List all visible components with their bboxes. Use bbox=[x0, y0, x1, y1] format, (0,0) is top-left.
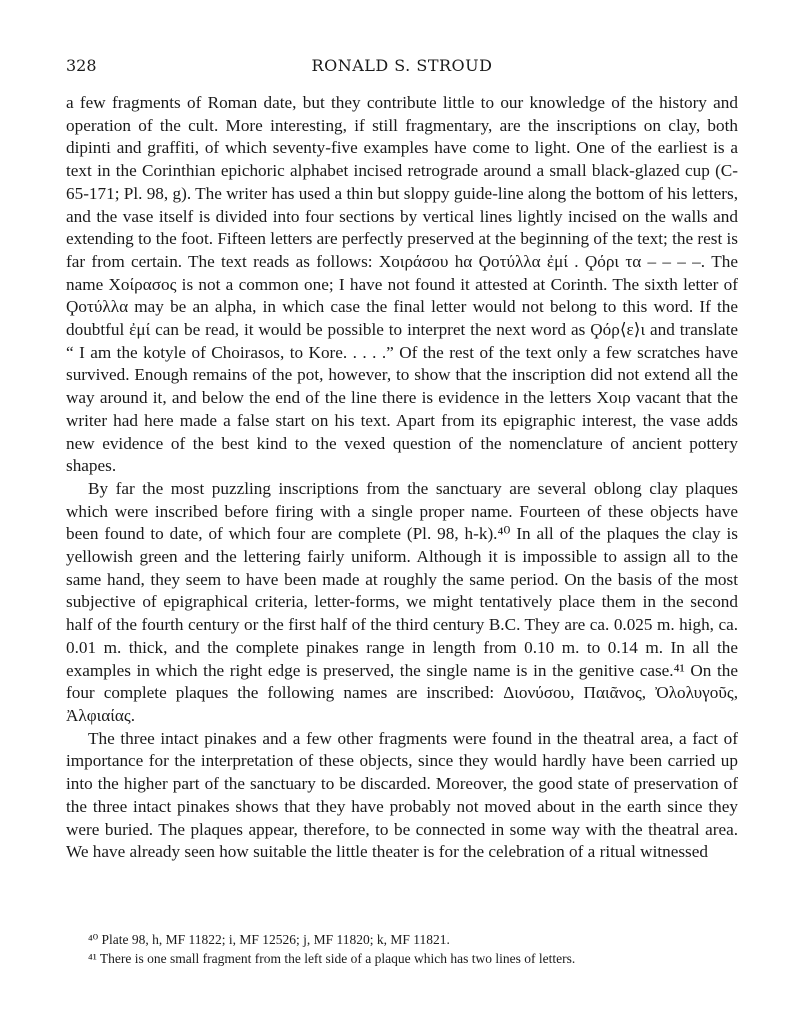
page-header bbox=[66, 56, 738, 80]
running-head: RONALD S. STROUD bbox=[311, 56, 493, 75]
footnotes bbox=[66, 930, 738, 968]
body-text bbox=[66, 92, 738, 864]
paragraph-3: The three intact pinakes and a few other fragments were found in the theatral area, a fact of importance for the interpretation of these objects, since they would hardly have been carried up into the higher part of the sanctuary to be discarded. Moreover, the good state of preservation of the three intact pinakes shows that they have probably not moved about in the earth since they were buried. The plaques appear, therefore, to be connected in some way with the theatral area. We have already seen how suitable the little theater is for the celebration of a ritual witnessed bbox=[66, 728, 738, 862]
paragraph-2: By far the most puzzling inscriptions from the sanctuary are several oblong clay plaques which were inscribed before firing with a single proper name. Fourteen of these objects have been found to date, of which four are complete (Pl. 98, h-k).⁴⁰ In all of the plaques the clay is yellowish green and the lettering fairly uniform. Although it is impossible to assign all to the same hand, they seem to have been made at roughly the same period. On the basis of the most subjective of epigraphical criteria, letter-forms, we might tentatively place them in the second half of the fourth century or the first half of the third century B.C. They are ca. 0.025 m. high, ca. 0.01 m. thick, and the complete pinakes range in length from 0.10 m. to 0.14 m. In all the examples in which the right edge is preserved, the single name is in the genitive case.⁴¹ On the four complete plaques the following names are inscribed: Διονύσου, Παιᾶνος, Ὀλολυγοῦς, Ἀλφιαίας. bbox=[66, 478, 738, 725]
footnote-41: ⁴¹ There is one small fragment from the left side of a plaque which has two lines of letters. bbox=[88, 951, 576, 966]
page-number: 328 bbox=[66, 56, 97, 75]
footnote-40: ⁴⁰ Plate 98, h, MF 11822; i, MF 12526; j, MF 11820; k, MF 11821. bbox=[88, 932, 450, 947]
paragraph-1: a few fragments of Roman date, but they contribute little to our knowledge of the history and operation of the cult. More interesting, if still fragmentary, are the inscriptions on clay, both dipinti and graffiti, of which seventy-five examples have come to light. One of the earliest is a text in the Corinthian epichoric alphabet incised retrograde around a small black-glazed cup (C-65-171; Pl. 98, g). The writer has used a thin but sloppy guide-line along the bottom of his letters, and the vase itself is divided into four sections by vertical lines lightly incised on the walls and extending to the foot. Fifteen letters are perfectly preserved at the beginning of the text; the rest is far from certain. The text reads as follows: Χοιράσου hα Ϙοτύλλα ἐμί . Ϙόρι τα – – – –. The name Χοίρασος is not a common one; I have not found it attested at Corinth. The sixth letter of Ϙοτύλλα may be an alpha, in which case the final letter would not belong to this word. If the doubtful ἐμί can be read, it would be possible to interpret the next word as Ϙόρ⟨ε⟩ι and translate “ I am the kotyle of Choirasos, to Kore. . . . .” Of the rest of the text only a few scratches have survived. Enough remains of the pot, however, to show that the inscription did not extend all the way around it, and below the end of the line there is evidence in the letters Χοιρ vacant that the writer had here made a false start on his text. Apart from its epigraphic interest, the vase adds new evidence of the best kind to the vexed question of the nomenclature of ancient pottery shapes. bbox=[66, 93, 738, 476]
